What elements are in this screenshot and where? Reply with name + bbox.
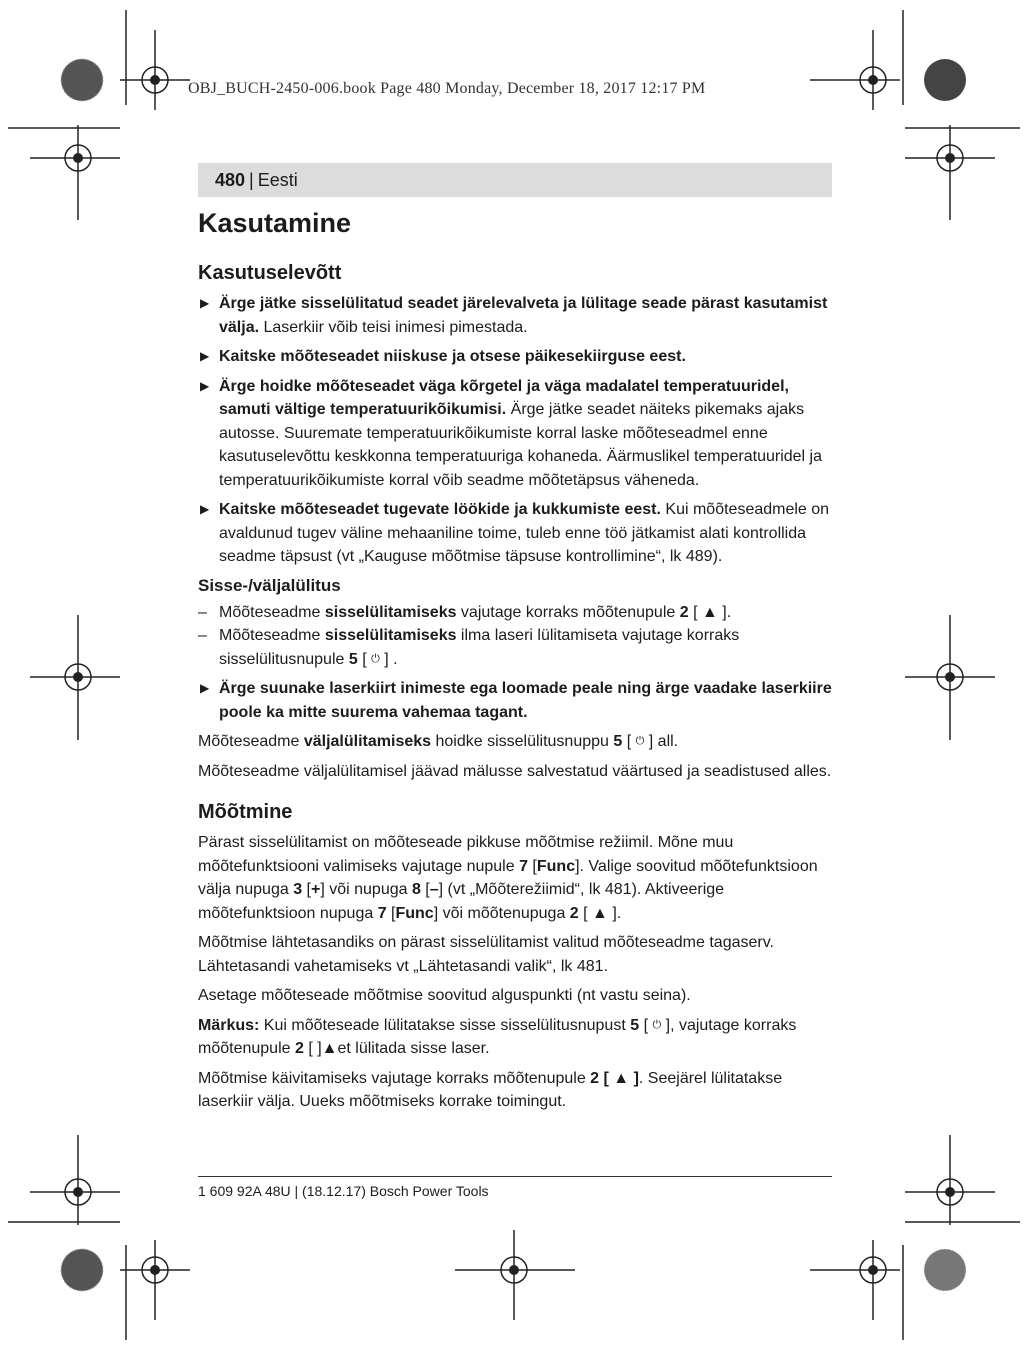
text: Mõõtmise käivitamiseks vajutage korraks mõõtenupule: [198, 1069, 591, 1087]
warning-item: [198, 677, 832, 724]
bullet-arrow-icon: ▶: [200, 349, 210, 363]
text-bold: +: [310, 881, 321, 899]
header-language: Eesti: [257, 170, 298, 190]
list-item: [198, 292, 832, 339]
text-bold: sisselülitamiseks: [324, 603, 457, 621]
text-bold: [ ▲ ]: [599, 1069, 639, 1087]
text: vajutage korraks mõõtenupule: [456, 603, 680, 621]
text-bold: 2: [294, 1040, 304, 1058]
text-bold: Func: [536, 857, 576, 875]
text: Pärast sisselülitamist on mõõteseade pikkuse mõõtmise režiimil. Mõne muu mõõtefunktsiooni valimiseks vajutage nupule: [198, 834, 734, 875]
paragraph: Asetage mõõteseade mõõtmise soovitud alguspunkti (nt vastu seina).: [198, 987, 691, 1005]
text: ] või mõõtenupuga: [433, 904, 570, 922]
text-bold: 5: [613, 733, 623, 751]
power-button-icon: ⏻: [652, 1018, 662, 1031]
bullet-bold: Kaitske mõõteseadet niiskuse ja otsese päikesekiirguse eest.: [219, 348, 686, 365]
bullet-arrow-icon: ▶: [200, 502, 210, 516]
bullet-text: Ärge jätke seadet näiteks pikemaks ajaks autosse. Suuremate temperatuurikõikumiste korral laske mõõteseadmel enne kasutuselevõttu keskkonna temperatuuriga kohaneda. Äärmuslikel temperatuuridel ja temperatuurikõikumiste korral võib seadme mõõtetäpsus väheneda.: [219, 401, 823, 489]
bullet-arrow-icon: ▶: [200, 296, 210, 310]
bullet-bold: Ärge suunake laserkiirt inimeste ega loomade peale ning ärge vaadake laserkiire poole ka mitte suurema vahemaa tagant.: [219, 680, 832, 721]
list-item: [198, 345, 832, 369]
text: ] all.: [644, 733, 679, 751]
dash-marker: –: [198, 603, 207, 621]
text: ], vajutage korraks mõõtenupule: [198, 1016, 797, 1058]
list-item: [198, 601, 832, 625]
power-button-icon: ⏻: [371, 652, 380, 665]
text: ilma laseri lülitamiseta vajutage korraks sisselülitusnupule: [219, 627, 740, 668]
bullet-text: Laserkiir võib teisi inimesi pimestada.: [259, 318, 528, 336]
text-bold: Märkus:: [198, 1016, 260, 1034]
page-footer: 1 609 92A 48U | (18.12.17) Bosch Power Tools: [198, 1176, 832, 1199]
text-bold: 7: [519, 857, 528, 875]
text: Mõõteseadme: [219, 627, 325, 644]
text: [: [527, 857, 537, 875]
header-separator: |: [249, 170, 254, 190]
bullet-text: Kui mõõteseadmele on avaldunud tugev väline mehaaniline toime, tuleb enne töö jätkamist alati kontrollida seadme täpsust (vt „Kauguse mõõtmise täpsuse kontrollimine“, lk 489).: [219, 501, 830, 565]
text: Kui mõõteseade lülitatakse sisse sisselülitusnupust: [259, 1016, 631, 1034]
page-title: Kasutamine: [198, 208, 352, 238]
list-item: [198, 498, 832, 569]
text: [: [639, 1016, 653, 1034]
text: hoidke sisselülitusnuppu: [431, 733, 614, 751]
page-content: [198, 206, 832, 1120]
text: [ ▲ ].: [578, 904, 622, 922]
dash-marker: –: [198, 627, 207, 644]
text: Mõõteseadme: [198, 733, 304, 751]
text: . Seejärel lülitatakse laserkiir välja. Uueks mõõtmiseks korrake toimingut.: [198, 1069, 783, 1111]
text: ] .: [379, 650, 398, 668]
list-item: [198, 624, 832, 671]
section-heading: Mõõtmine: [198, 801, 293, 824]
text-bold: 2: [590, 1069, 600, 1087]
text-bold: 5: [630, 1016, 640, 1034]
subsection-heading: Sisse-/väljalülitus: [198, 575, 341, 595]
text-bold: –: [429, 881, 439, 899]
paragraph: Mõõtmise lähtetasandiks on pärast sisselülitamist valitud mõõteseadme tagaserv. Lähtetasandi vahetamiseks vt „Lähtetasandi valik“, lk 481.: [198, 934, 774, 975]
text-bold: 7: [377, 904, 387, 922]
text-bold: 2: [569, 904, 579, 922]
bullet-bold: Ärge jätke sisselülitatud seadet järelevalveta ja lülitage seade pärast kasutamist välja.: [219, 295, 828, 336]
print-slug: OBJ_BUCH-2450-006.book Page 480 Monday, December 18, 2017 12:17 PM: [188, 80, 706, 97]
text: [ ▲ ].: [688, 603, 732, 621]
paragraph: [198, 1067, 832, 1114]
bullet-arrow-icon: ▶: [200, 681, 210, 696]
text-bold: 8: [411, 881, 421, 899]
text: [: [357, 650, 372, 668]
bullet-bold: Kaitske mõõteseadet tugevate löökide ja kukkumiste eest.: [219, 501, 661, 518]
text: [: [420, 881, 430, 899]
paragraph: [198, 730, 832, 754]
paragraph: [198, 1014, 832, 1061]
paragraph: Mõõteseadme väljalülitamisel jäävad mälusse salvestatud väärtused ja seadistused alles.: [198, 762, 832, 780]
text: [: [622, 733, 636, 751]
power-button-icon: ⏻: [635, 735, 645, 748]
paragraph: [198, 831, 832, 925]
text-bold: 3: [293, 881, 303, 899]
text: ] või nupuga: [320, 881, 412, 899]
text: [: [302, 881, 311, 899]
text: [ ]▲et lülitada sisse laser.: [303, 1040, 490, 1058]
text-bold: väljalülitamiseks: [303, 733, 432, 751]
list-item: [198, 375, 832, 493]
text: [: [386, 904, 396, 922]
section-heading: Kasutuselevõtt: [198, 262, 342, 284]
text: Mõõteseadme: [219, 603, 325, 621]
text-bold: 5: [348, 650, 358, 668]
text-bold: sisselülitamiseks: [324, 627, 457, 644]
text: ]. Valige soovitud mõõtefunktsioon välja nupuga: [198, 857, 818, 899]
bullet-bold: Ärge hoidke mõõteseadet väga kõrgetel ja väga madalatel temperatuuridel, samuti vältige temperatuurikõikumisi.: [219, 377, 789, 418]
page-header: [198, 163, 832, 197]
page-number: 480: [215, 170, 246, 190]
text-bold: Func: [395, 904, 434, 922]
text-bold: 2: [679, 603, 689, 621]
text: ] (vt „Mõõterežiimid“, lk 481). Aktiveerige mõõtefunktsioon nupuga: [198, 881, 725, 922]
bullet-arrow-icon: ▶: [200, 378, 210, 393]
